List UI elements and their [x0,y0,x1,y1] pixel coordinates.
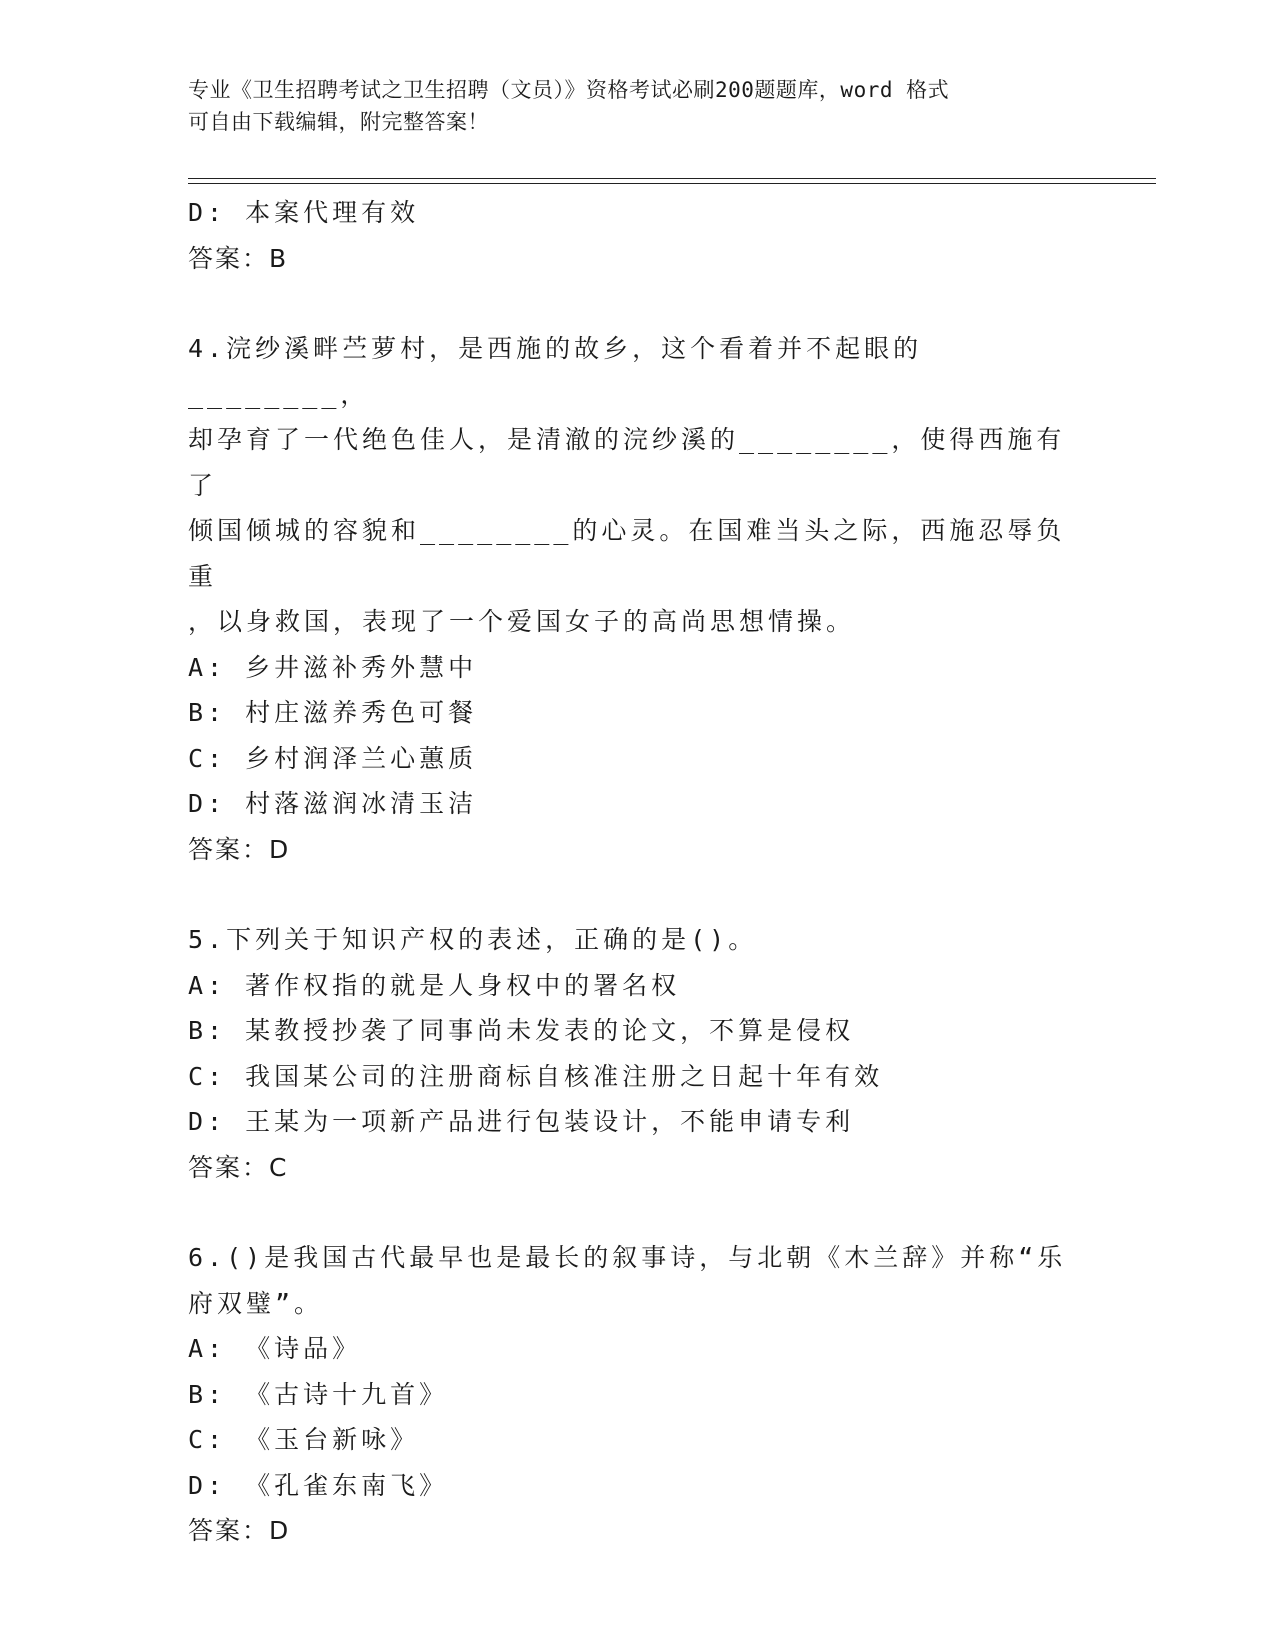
header-line-2: 可自由下载编辑，附完整答案！ [188,110,489,134]
page-header [188,74,1088,138]
document-body [188,190,1068,1554]
option-d: D: 村落滋润冰清玉洁 [188,789,478,818]
answer: 答案：D [188,834,291,864]
option-b: B: 村庄滋养秀色可餐 [188,698,478,727]
question-stem-line: 5.下列关于知识产权的表述，正确的是()。 [188,925,758,954]
question-6 [188,1235,1068,1554]
question-stem-line: 府双璧”。 [188,1288,324,1318]
question-stem-line: 却孕育了一代绝色佳人，是清澈的浣纱溪的________，使得西施有了 [188,425,1066,500]
option-d: D: 王某为一项新产品进行包装设计，不能申请专利 [188,1107,855,1136]
option-a: A: 著作权指的就是人身权中的署名权 [188,970,681,1000]
question-4 [188,326,1068,872]
option-b: B: 《古诗十九首》 [188,1379,449,1409]
option-c: C: 《玉台新咏》 [188,1425,420,1454]
option-d: D: 《孔雀东南飞》 [188,1470,449,1500]
header-line-1: 专业《卫生招聘考试之卫生招聘（文员）》资格考试必刷200题题库，word 格式 [188,78,950,102]
answer: 答案：C [188,1152,289,1182]
header-divider-top [188,178,1156,179]
question-stem-line: 4.浣纱溪畔苎萝村，是西施的故乡，这个看着并不起眼的________， [188,334,923,409]
option-d: D: 本案代理有效 [188,198,420,227]
question-stem-line: ，以身救国，表现了一个爱国女子的高尚思想情操。 [188,607,856,636]
option-a: A: 《诗品》 [188,1334,362,1363]
question-stem-line: 倾国倾城的容貌和________的心灵。在国难当头之际，西施忍辱负重 [188,516,1066,591]
partial-question [188,190,1068,281]
option-c: C: 我国某公司的注册商标自核准注册之日起十年有效 [188,1061,884,1091]
option-c: C: 乡村润泽兰心蕙质 [188,743,478,773]
answer: 答案：B [188,243,289,273]
header-divider-bottom [188,183,1156,184]
option-a: A: 乡井滋补秀外慧中 [188,652,478,682]
answer: 答案：D [188,1516,291,1545]
question-5 [188,917,1068,1190]
option-b: B: 某教授抄袭了同事尚未发表的论文，不算是侵权 [188,1016,855,1045]
question-stem-line: 6.()是我国古代最早也是最长的叙事诗，与北朝《木兰辞》并称“乐 [188,1243,1067,1272]
